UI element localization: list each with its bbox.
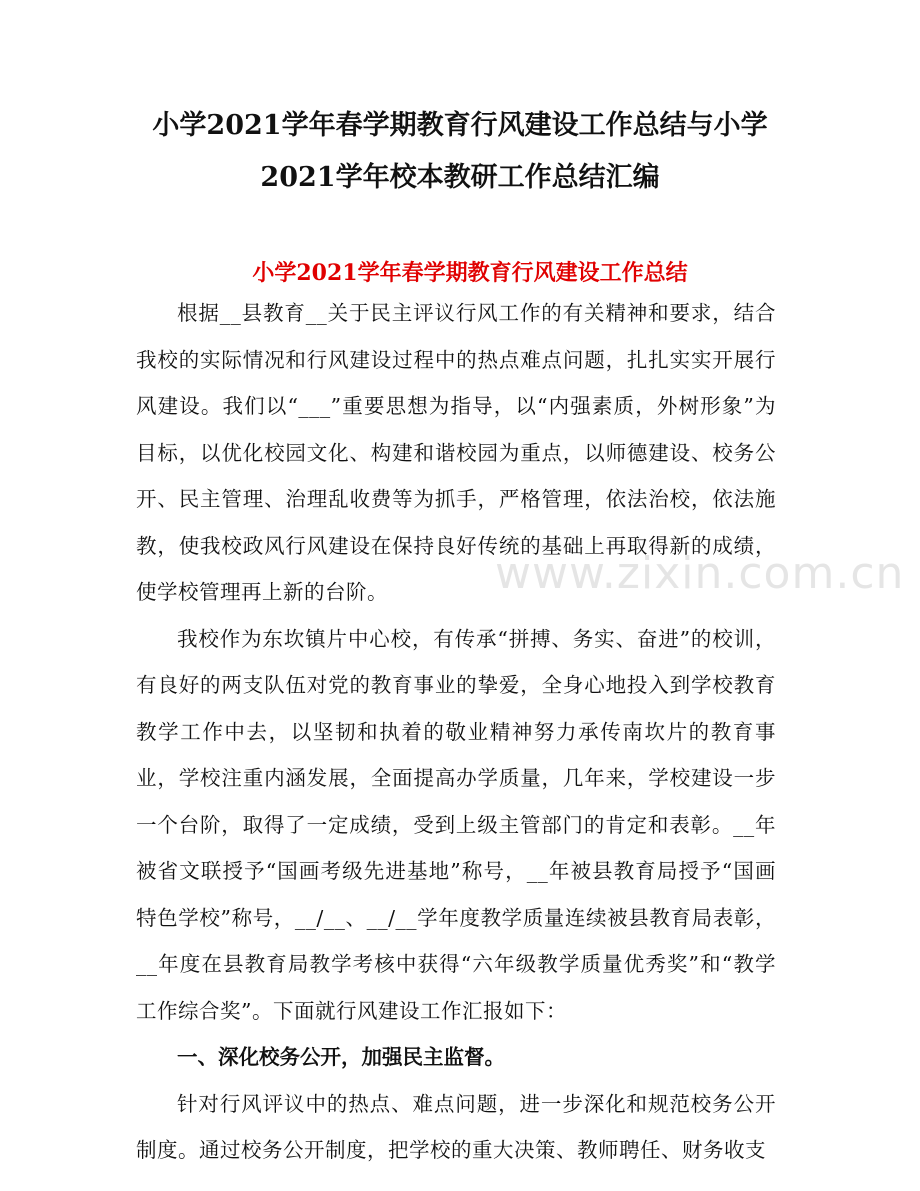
paragraph-3: 针对行风评议中的热点、难点问题，进一步深化和规范校务公开制度。通过校务公开制度，把学校的重大决策、教师聘任、财务收支 xyxy=(136,1091,776,1162)
paragraph-2: 我校作为东坎镇片中心校，有传承“拼搏、务实、奋进”的校训，有良好的两支队伍对党的教育事业的挚爱，全身心地投入到学校教育教学工作中去，以坚韧和执着的敬业精神努力承传南坎片的教育事业，学校注重内涵发展，全面提高办学质量，几年来，学校建设一步一个台阶，取得了一定成绩，受到上级主管部门的肯定和表彰。__年被省文联授予“国画考级先进基地”称号，__年被县教育局授予“国画特色学校”称号，__/__、__/__学年度教学质量连续被县教育局表彰，__年度在县教育局教学考核中获得“六年级教学质量优秀奖”和“教学工作综合奖”。下面就行风建设工作汇报如下： xyxy=(136,626,776,1023)
watermark: www.zixin.com.cn xyxy=(495,548,905,599)
heading-1: 一、深化校务公开，加强民主监督。 xyxy=(177,1045,505,1069)
document-title: 小学2021学年春学期教育行风建设工作总结与小学2021学年校本教研工作总结汇编 xyxy=(152,110,768,193)
paragraph-1: 根据__县教育__关于民主评议行风工作的有关精神和要求，结合我校的实际情况和行风建设过程中的热点难点问题，扎扎实实开展行风建设。我们以“___”重要思想为指导，以“内强素质，外树形象”为目标，以优化校园文化、构建和谐校园为重点，以师德建设、校务公开、民主管理、治理乱收费等为抓手，严格管理，依法治校，依法施教，使我校政风行风建设在保持良好传统的基础上再取得新的成绩，使学校管理再上新的台阶。 xyxy=(136,301,776,604)
section-title: 小学2021学年春学期教育行风建设工作总结 xyxy=(252,260,688,286)
document-body xyxy=(136,290,776,1174)
